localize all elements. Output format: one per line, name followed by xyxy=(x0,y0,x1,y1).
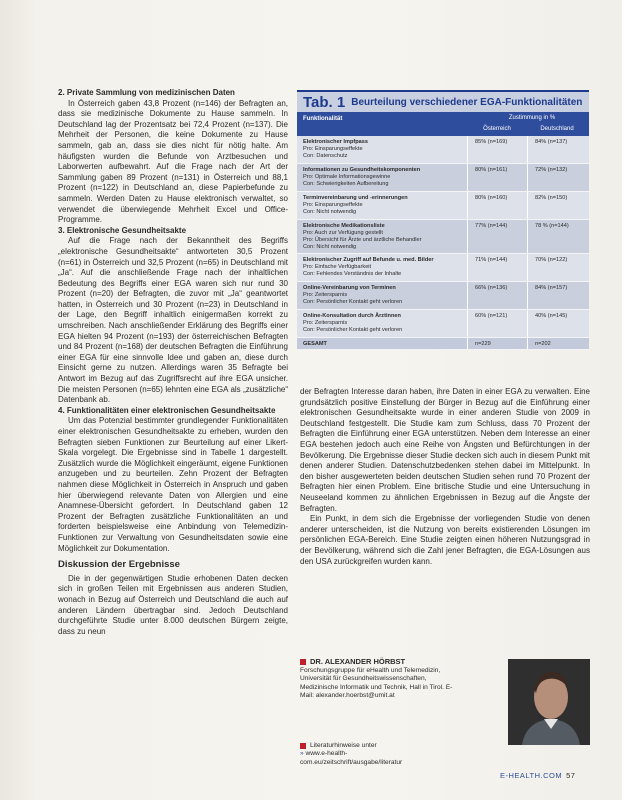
table-body xyxy=(297,136,589,350)
row-criterion xyxy=(303,285,465,306)
header-agreement: Zustimmung in % xyxy=(508,115,556,121)
discussion-heading: Diskussion der Ergebnisse xyxy=(58,559,180,571)
row-pro: Pro: Zeitersparnis xyxy=(303,292,348,298)
row-con: Con: Nicht notwendig xyxy=(303,209,357,215)
row-criterion xyxy=(303,139,465,160)
table-row xyxy=(297,136,589,164)
row-title: Online-Vereinbarung von Terminen xyxy=(303,285,396,291)
author-box xyxy=(300,657,590,765)
table-row xyxy=(297,282,589,310)
table-title-bar xyxy=(297,90,589,112)
page-footer xyxy=(500,771,575,780)
table-row xyxy=(297,164,589,192)
value-germany: 72% (n=132) xyxy=(535,167,568,173)
total-austria: n=229 xyxy=(475,341,491,347)
table-row xyxy=(297,192,589,220)
row-pro: Pro: Einfache Verfügbarkeit xyxy=(303,264,372,270)
row-criterion xyxy=(303,313,465,334)
body-paragraph: Auf die Frage nach der Bekanntheit des Begriffs „elektronische Gesundheitsakte“ antworteten 30,5 Prozent (n=61) in Österreich und 32,5 Prozent (n=65) in Deutschland mit „Ja“. Auf die anschließende Frage nach der inhaltlichen Bedeutung des Begriffs einer EGA waren sich nur rund 30 Prozent (n=20) der Befragten, die zuvor mit „Ja“ geantwortet hatten, in Österreich und 30 Prozent (n=23) in Deutschland in der Lage, den Begriff inhaltlich einigermaßen korrekt zu umschreiben. Nach anschließender Erklärung des Begriffs einer EGA hielten 94 Prozent (n=193) der österreichischen Befragten und 84 Prozent (n=168) der deutschen Befragten die Einführung einer EGA für eine sinnvolle Idee und gaben an, diese durch Einsicht gerne zu nutzen. Allerdings waren 35 Befragte bei Antwort im Bezug auf das Zugriffsrecht auf ihre EGA unsicher. Die meisten Personen (n=65) lehnten eine EGA als „zusätzliche“ Datenbank ab. xyxy=(58,236,288,405)
row-criterion xyxy=(303,195,465,216)
row-con: Con: Fehlendes Verständnis der Inhalte xyxy=(303,271,402,277)
row-pro: Pro: Einsparungseffekte xyxy=(303,202,363,208)
body-paragraph: der Befragten Interesse daran haben, ihre Daten in einer EGA zu verwalten. Eine grundsätzlich positive Einstellung der Bürger in Bezug auf die Einführung einer elektronischen Gesundheitsakte wurde in einer anderen Studie von 2009 in Deutschland festgestellt. Die Studie kam zum Schluss, dass 70 Prozent der Befragten die Einführung einer EGA unterstützen. Neben dem Interesse an einer EGA bestehen jedoch auch eine Reihe von Ängsten und Befürchtungen in der Bevölkerung. Die Ergebnisse dieser Studie decken sich auch in diesem Punkt mit denen anderer Studien. Datenschutzbedenken stehen dabei im Mittelpunkt. In den bisher ausgewerteten beiden deutschen Studien sehen rund 70 Prozent der Befragten hier einen Problem. Eine britische Studie und eine Untersuchung in Neuseeland kommen zu ähnlichen Ergebnissen in Bezug auf die Ängste der Befragten. xyxy=(300,387,590,513)
author-affiliation: Forschungsgruppe für eHealth und Telemedizin, Universität für Gesundheitswissenschaften, Medizinische Informatik und Technik, Hall in Tirol. E-Mail: alexander.hoerbst@umit.at xyxy=(300,667,453,700)
table-row xyxy=(297,254,589,282)
table-total-row xyxy=(297,338,589,350)
left-column xyxy=(58,88,288,637)
row-criterion xyxy=(303,167,465,188)
row-con: Con: Persönlicher Kontakt geht verloren xyxy=(303,327,403,333)
value-germany: 40% (n=145) xyxy=(535,313,568,319)
body-paragraph: Die in der gegenwärtigen Studie erhobenen Daten decken sich in großen Teilen mit Ergebnissen aus anderen Studien, wonach in Bezug auf Österreich und Deutschland die auch auf anderen Ländern übertragbar sind. Jedoch Deutschland durchgeführte Studie unter 8.000 deutschen Bürgern zeigte, dass zu neun xyxy=(58,573,288,636)
body-paragraph: Ein Punkt, in dem sich die Ergebnisse der vorliegenden Studie von denen anderer unterscheiden, ist die Nutzung von bereits existierenden Lösungen im persönlichen EGA-Bereich. Eine Studie zeigten einen höheren Nutzungsgrad in der Bevölkerung, während sich die Zahl jener Befragten, die EGA-Lösungen aus den USA zurückgreifen wurden kann. xyxy=(300,514,590,566)
table-title: Beurteilung verschiedener EGA-Funktionalitäten xyxy=(351,96,583,108)
row-con: Con: Schwierigkeiten Aufbereitung xyxy=(303,181,389,187)
row-pro: Pro: Optimale Informationsgewinne xyxy=(303,174,391,180)
section-heading: 4. Funktionalitäten einer elektronischen Gesundheitsakte xyxy=(58,405,276,415)
header-germany: Deutschland xyxy=(540,126,574,132)
literature-heading: Literaturhinweise unter xyxy=(310,742,377,749)
row-criterion xyxy=(303,223,465,251)
row-title: Terminvereinbarung und -erinnerungen xyxy=(303,195,408,201)
total-germany: n=202 xyxy=(535,341,551,347)
header-austria: Österreich xyxy=(483,126,511,132)
literature-url-2: com.eu/zeitschrift/ausgabe/literatur xyxy=(300,758,403,766)
literature-link[interactable] xyxy=(300,750,480,767)
magazine-brand: E-HEALTH.COM xyxy=(500,771,563,780)
row-pro: Pro: Übersicht für Ärzte und ärztliche Behandler xyxy=(303,237,422,243)
value-austria: 77% (n=144) xyxy=(475,223,508,229)
row-title: Elektronischer Impfpass xyxy=(303,139,368,145)
body-paragraph: In Österreich gaben 43,8 Prozent (n=146) der Befragten an, dass sie medizinische Dokumente zu Hause sammeln. In Deutschland lag der Prozentsatz bei 72,4 Prozent (n=137). Die Mehrheit der Personen, die keine Dokumente zu Hause sammeln, gab an, dass sie dies nicht für nötig halte. Am häufigsten wurden die Befunde von Arztbesuchen und Laborwerten aufbewahrt. Auf die Frage nach der Art der Sammlung gaben 89 Prozent (n=131) in Österreich und 88,1 Prozent (n=122) in Deutschland an, diese Papierbefunde zu sammeln. Werden Daten zu Hause elektronisch verwaltet, so verwendet die überwiegende Mehrheit Excel und Office-Programme. xyxy=(58,98,288,225)
literature-note xyxy=(300,742,480,767)
row-title: Online-Konsultation durch Ärztinnen xyxy=(303,313,401,319)
row-con: Con: Persönlicher Kontakt geht verloren xyxy=(303,299,403,305)
right-column xyxy=(300,387,590,567)
row-pro: Pro: Zeitersparnis xyxy=(303,320,348,326)
section-heading: 2. Private Sammlung von medizinischen Daten xyxy=(58,88,235,97)
red-square-icon xyxy=(300,743,306,749)
row-con: Con: Datenschutz xyxy=(303,153,348,159)
value-germany: 84% (n=157) xyxy=(535,285,568,291)
value-germany: 78 % (n=144) xyxy=(535,223,569,229)
row-pro: Pro: Einsparungseffekte xyxy=(303,146,363,152)
value-germany: 70% (n=122) xyxy=(535,257,568,263)
value-austria: 66% (n=136) xyxy=(475,285,508,291)
value-germany: 82% (n=150) xyxy=(535,195,568,201)
author-name: DR. ALEXANDER HÖRBST xyxy=(310,657,406,666)
row-pro: Pro: Auch zur Verfügung gestellt xyxy=(303,230,383,236)
row-title: Elektronische Medikationsliste xyxy=(303,223,385,229)
red-square-icon xyxy=(300,659,306,665)
section-heading: 3. Elektronische Gesundheitsakte xyxy=(58,225,187,235)
table-header xyxy=(297,112,589,136)
value-austria: 80% (n=160) xyxy=(475,195,508,201)
value-austria: 85% (n=169) xyxy=(475,139,508,145)
value-austria: 71% (n=144) xyxy=(475,257,508,263)
table-row xyxy=(297,310,589,338)
body-paragraph: Um das Potenzial bestimmter grundlegender Funktionalitäten einer elektronischen Gesundheitsakte zu erheben, wurden den Befragten sieben Funktionen zur Beurteilung auf einer Likert-Skala vorgelegt. Die Ergebnisse sind in Tabelle 1 dargestellt. Zusätzlich wurde die Möglichkeit eingeräumt, eigene Funktionen anzugeben und zu beurteilen. Zehn Prozent der Befragten nahmen diese Möglichkeit in Österreich in Anspruch und gaben hier überwiegend relevante Daten von Allergien und eine Anamnese-Übersicht gefordert. In Deutschland gaben 12 Prozent der Befragten zusätzliche Funktionalitäten an und forderten beispielsweise eine Anbindung von Telemedizin-Funktionen zur Verwaltung von Gesundheitsdaten sowie eine Möglichkeit zur Dokumentation. xyxy=(58,416,288,553)
portrait-image xyxy=(508,659,590,745)
literature-url-1: www.e-health- xyxy=(305,750,348,758)
author-photo xyxy=(508,659,590,745)
row-title: Informationen zu Gesundheitskomponenten xyxy=(303,167,421,173)
row-title: Elektronischer Zugriff auf Befunde u. med. Bilder xyxy=(303,257,434,263)
header-criterion: Funktionalität xyxy=(303,116,343,122)
row-con: Con: Nicht notwendig xyxy=(303,244,357,250)
value-austria: 60% (n=121) xyxy=(475,313,508,319)
total-label: GESAMT xyxy=(303,341,327,347)
table-number: Tab. 1 xyxy=(303,93,346,111)
ega-functionality-table xyxy=(297,90,589,380)
page-number: 57 xyxy=(566,771,576,780)
value-austria: 80% (n=161) xyxy=(475,167,508,173)
value-germany: 84% (n=137) xyxy=(535,139,568,145)
row-criterion xyxy=(303,257,465,278)
table-row xyxy=(297,220,589,254)
arrow-icon: » xyxy=(300,750,306,758)
